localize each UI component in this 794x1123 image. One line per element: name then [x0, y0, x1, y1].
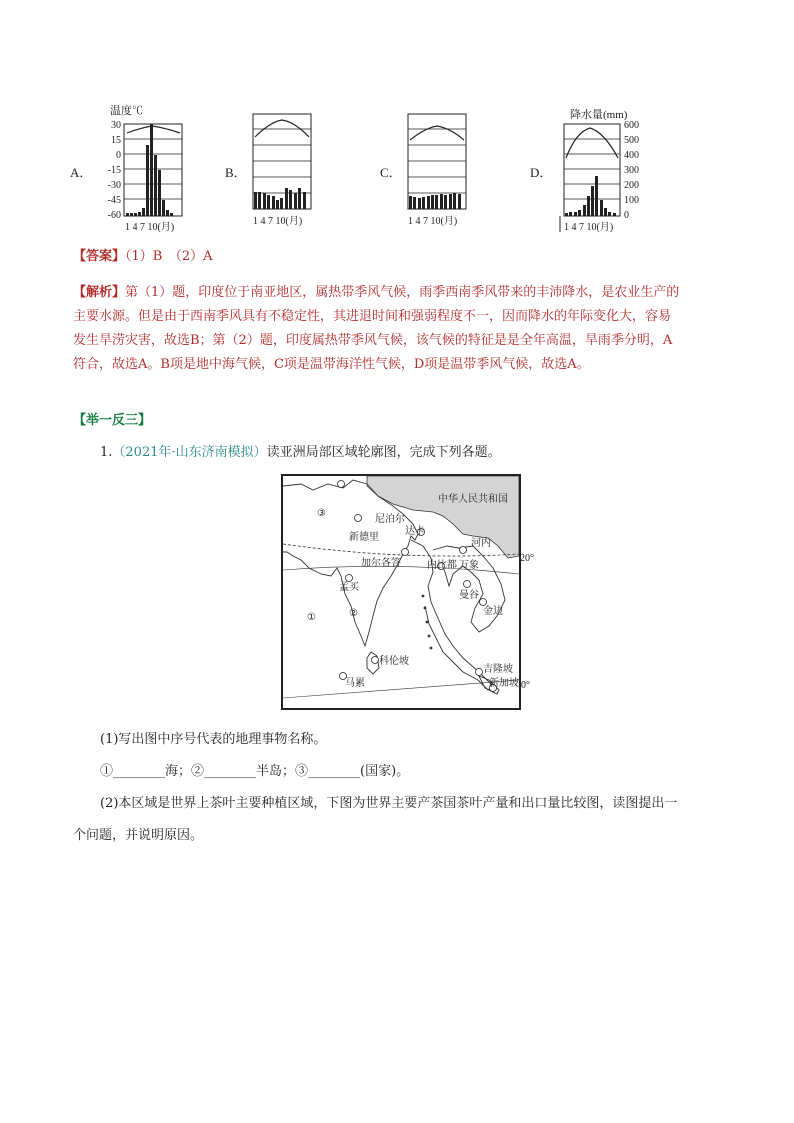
- analysis-tag: 【解析】: [73, 285, 126, 300]
- question-number: 1.: [100, 445, 113, 460]
- label-kolkata: 加尔各答: [361, 558, 401, 569]
- temp-axis-label: 温度℃: [110, 105, 143, 117]
- y-tick: 30: [111, 120, 121, 131]
- precip-axis-label: 降水量(mm): [570, 109, 628, 121]
- y-tick: 400: [624, 150, 639, 161]
- label-lat-20: 20°: [520, 553, 534, 564]
- climate-chart-a: [70, 100, 220, 235]
- analysis-block: [73, 281, 743, 377]
- y-tick: 200: [624, 180, 639, 191]
- label-phnom-penh: 金边: [483, 606, 503, 617]
- question-source: （2021年·山东济南模拟）: [112, 445, 267, 460]
- y-tick: -60: [107, 210, 121, 221]
- label-mumbai: 孟买: [339, 582, 359, 593]
- y-tick: 300: [624, 165, 639, 176]
- question-text: 读亚洲局部区域轮廓图，完成下列各题。: [266, 445, 501, 460]
- section-title: 【举一反三】: [73, 413, 152, 428]
- analysis-line-3: 发生旱涝灾害，故选B；第（2）题，印度属热带季风气候，该气候的特征是是全年高温，旱雨季分明，A: [73, 333, 673, 348]
- y-tick: 600: [624, 120, 639, 131]
- y-tick: -45: [107, 195, 121, 206]
- sub-question-2-line-2: 个问题，并说明原因。: [73, 828, 204, 843]
- question-stem: [100, 441, 501, 460]
- x-axis-ticks: 1 4 7 10(月): [253, 216, 303, 227]
- label-dhaka: 达卡: [405, 526, 425, 537]
- analysis-line-2: 主要水源。但是由于西南季风具有不稳定性，其进退时间和强弱程度不一，因而降水的年际变化大，容易: [73, 309, 672, 324]
- analysis-line-1: 第（1）题，印度位于南亚地区，属热带季风气候，雨季西南季风带来的丰沛降水，是农业生产的: [125, 285, 680, 300]
- label-hanoi: 河内: [471, 538, 491, 549]
- answer-text: （1）B （2）A: [125, 249, 213, 264]
- sub-question-2-line-1: (2)本区域是世界上茶叶主要种植区域，下图为世界主要产茶国茶叶产量和出口量比较图，读图提出一: [100, 796, 678, 811]
- option-a-letter: A．: [70, 165, 93, 180]
- label-bangkok: 曼谷: [459, 590, 479, 601]
- y-tick: 0: [116, 150, 121, 161]
- label-2: ②: [349, 608, 358, 619]
- label-3: ③: [317, 508, 326, 519]
- y-tick: 500: [624, 135, 639, 146]
- label-lat-0: 0°: [521, 680, 530, 691]
- climate-chart-d: [530, 100, 680, 235]
- label-colombo: 科伦坡: [379, 656, 409, 667]
- option-c-letter: C．: [380, 165, 402, 180]
- y-tick: 100: [624, 195, 639, 206]
- asia-region-map: [281, 474, 521, 710]
- fill-in-blanks: ①________海；②________半岛；③________(国家)。: [100, 764, 410, 779]
- option-d-letter: D．: [530, 165, 553, 180]
- label-singapore: 新加坡: [489, 678, 519, 689]
- label-naypyidaw: 内比都: [427, 560, 457, 571]
- x-axis-ticks: 1 4 7 10(月): [408, 216, 458, 227]
- y-tick: -30: [107, 180, 121, 191]
- climate-chart-b: [225, 100, 340, 235]
- label-nepal: 尼泊尔: [375, 514, 405, 525]
- label-vientiane: 万象: [459, 560, 479, 571]
- x-axis-ticks: 1 4 7 10(月): [564, 222, 614, 233]
- label-kuala-lumpur: 吉隆坡: [483, 664, 513, 675]
- label-new-delhi: 新德里: [349, 532, 379, 543]
- y-tick: 0: [624, 210, 629, 221]
- label-1: ①: [307, 612, 316, 623]
- climate-chart-c: [380, 100, 495, 235]
- label-china: 中华人民共和国: [438, 494, 508, 505]
- label-male: 马累: [345, 678, 365, 689]
- sub-question-1: (1)写出图中序号代表的地理事物名称。: [100, 732, 327, 747]
- option-b-letter: B．: [225, 165, 247, 180]
- y-tick: -15: [107, 165, 121, 176]
- x-axis-ticks: 1 4 7 10(月): [125, 222, 175, 233]
- answer-tag: 【答案】: [73, 249, 126, 264]
- answer-line: [73, 245, 733, 269]
- y-tick: 15: [111, 135, 121, 146]
- analysis-line-4: 符合，故选A。B项是地中海气候，C项是温带海洋性气候，D项是温带季风气候，故选A。: [73, 357, 590, 372]
